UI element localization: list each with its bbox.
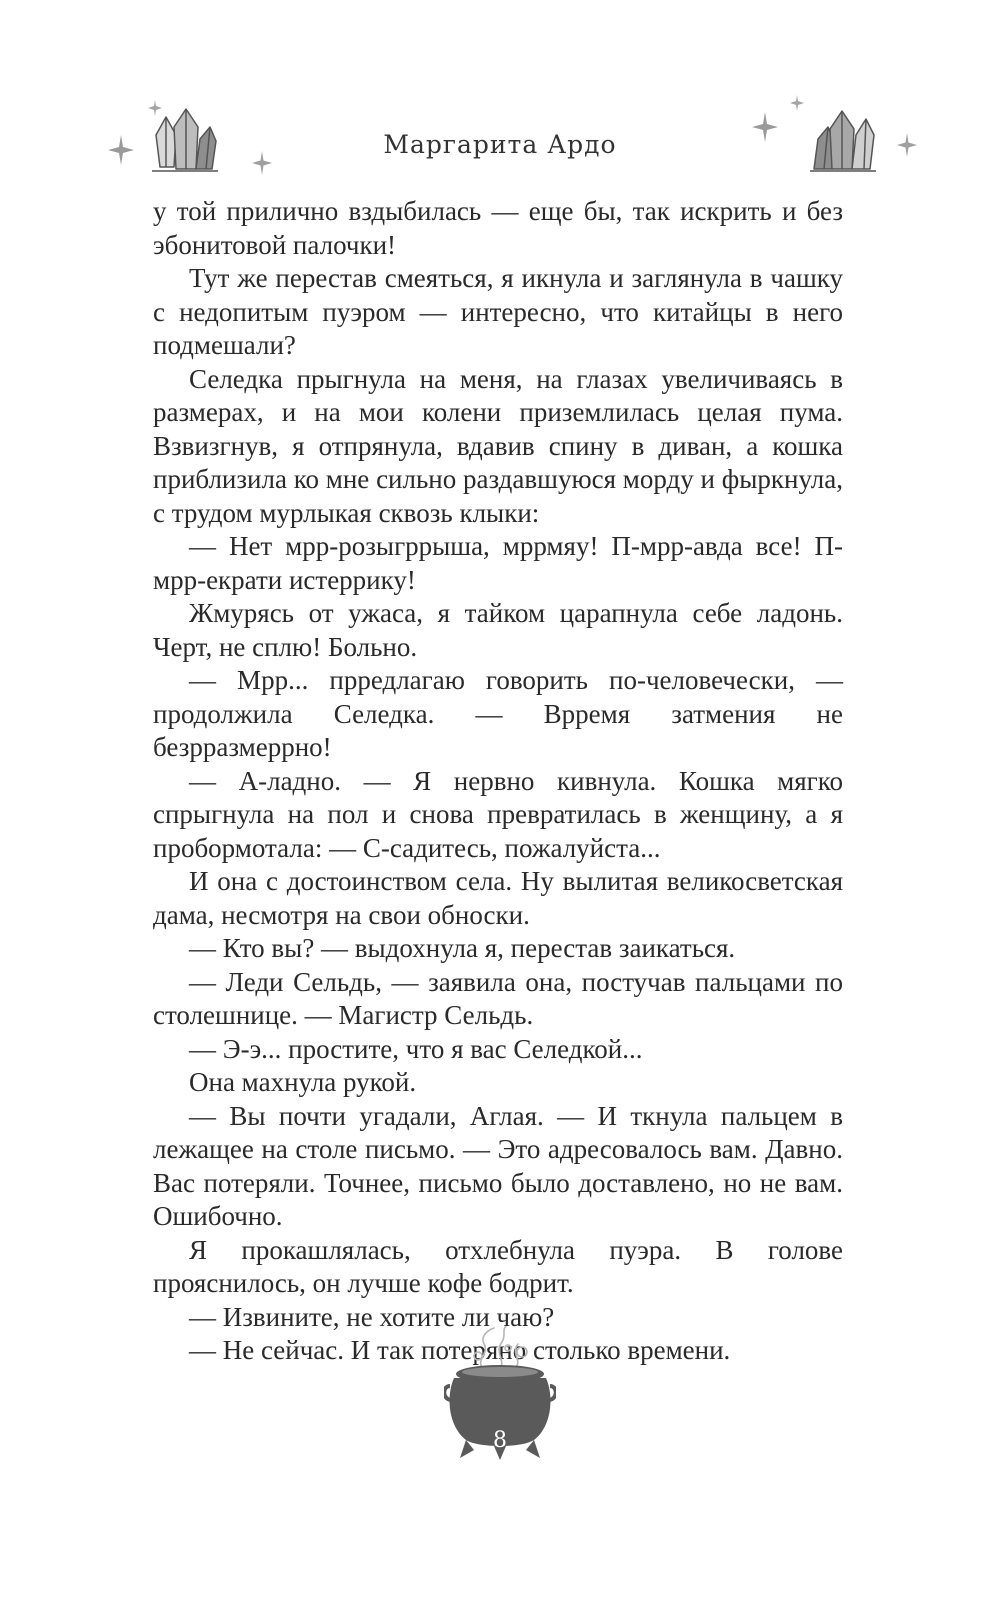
paragraph: Она махнула рукой. — [189, 1067, 417, 1097]
paragraph: — А-ладно. — Я нервно кивнула. Кошка мягко спрыгнула на пол и снова превратилась в женщину, а я пробормотала: — С-садитесь, пожалуйста... — [153, 765, 843, 863]
paragraph: — Извините, не хотите ли чаю? — [189, 1301, 555, 1332]
paragraph: — Э-э... простите, что я вас Селедкой... — [189, 1033, 643, 1064]
paragraph: — Мрр... прредлагаю говорить по-человечески, — продолжила Селедка. — Врремя затмения не безрразмеррно! — [153, 665, 843, 762]
body-text — [153, 195, 843, 1368]
paragraph: Я прокашлялась, отхлебнула пуэра. В голове прояснилось, он лучше кофе бодрит. — [153, 1234, 843, 1298]
paragraph: Селедка прыгнула на меня, на глазах увеличиваясь в размерах, и на мои колени приземлилась целая пума. Взвизгнув, я отпрянула, вдавив спину в диван, а кошка приблизила ко мне сильно раздавшуюся морду и фыркнула, с трудом мурлыкая сквозь клыки: — [153, 363, 843, 528]
running-title: Маргарита Ардо — [383, 130, 617, 159]
paragraph: Жмурясь от ужаса, я тайком царапнула себе ладонь. Черт, не сплю! Больно. — [153, 598, 843, 662]
paragraph: Тут же перестав смеяться, я икнула и заглянула в чашку с недопитым пуэром — интересно, что китайцы в него подмешали? — [153, 263, 843, 360]
paragraph: — Не сейчас. И так потеряно столько времени. — [189, 1335, 731, 1365]
paragraph: — Вы почти угадали, Аглая. — И ткнула пальцем в лежащее на столе письмо. — Это адресовалось вам. Давно. Вас потеряли. Точнее, письмо было доставлено, но не вам. Ошибочно. — [153, 1100, 843, 1231]
page-header — [0, 95, 1000, 205]
paragraph: И она с достоинством села. Ну вылитая великосветская дама, несмотря на свои обноски. — [153, 866, 843, 930]
paragraph: у той прилично вздыбилась — еще бы, так искрить и без эбонитовой палочки! — [153, 196, 843, 260]
paragraph: — Нет мрр-розыгррыша, мррмяу! П-мрр-авда все! П-мрр-екрати истеррику! — [153, 531, 843, 595]
paragraph: — Кто вы? — выдохнула я, перестав заикаться. — [189, 933, 736, 963]
page-number: 8 — [493, 1428, 507, 1453]
sparkle-icon — [790, 95, 804, 111]
paragraph: — Леди Сельдь, — заявила она, постучав пальцами по столешнице. — Магистр Сельдь. — [153, 966, 843, 1030]
